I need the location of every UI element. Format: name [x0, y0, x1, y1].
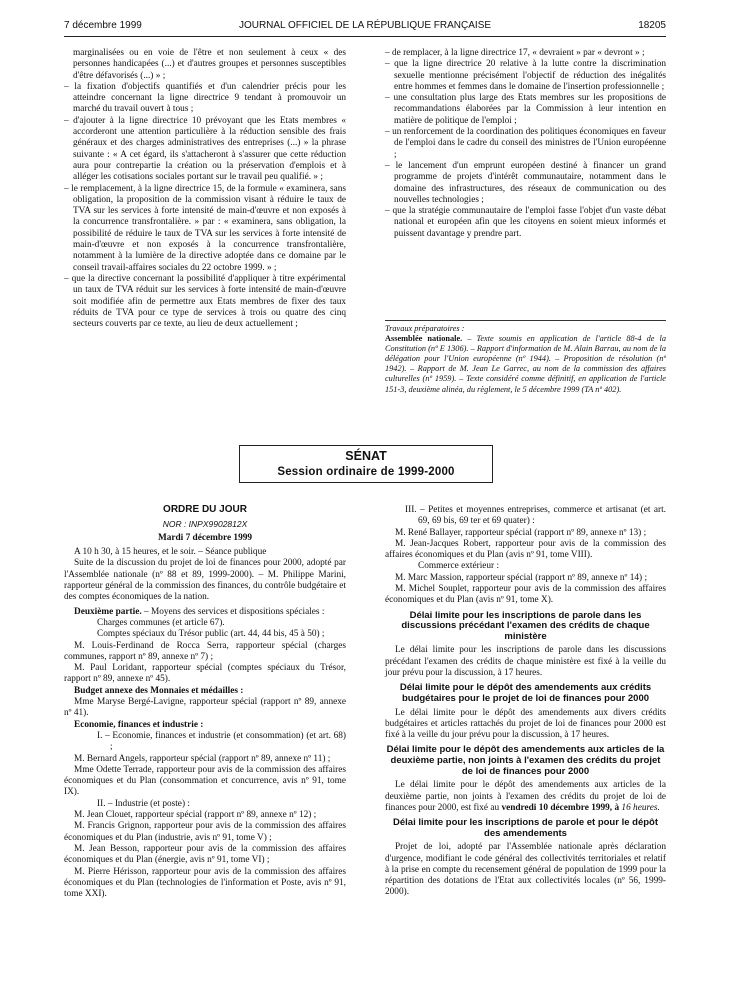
rapporteur: M. Paul Loridant, rapporteur spécial (comptes spéciaux du Trésor, rapport nº 89, annexe nº 45).: [64, 663, 346, 685]
list-item: – que la ligne directrice 20 relative à la lutte contre la discrimination sexuelle mentionne précisément l'objectif de réduction des inégalités entre hommes et femmes dans le domaine de l'insertion professionnelle ;: [385, 59, 666, 92]
rapporteur: M. Marc Massion, rapporteur spécial (rapport nº 89, annexe nº 14) ;: [395, 572, 648, 583]
section-heading: Délai limite pour le dépôt des amendements aux articles de la deuxième partie, non joints à l'examen des crédits du projet de loi de finances pour 2000: [386, 744, 665, 777]
rapporteur: M. Bernard Angels, rapporteur spécial (rapport nº 89, annexe nº 11) ;: [74, 753, 331, 764]
nor-reference: NOR : INPX9902812X: [162, 518, 248, 529]
paragraph: Le délai limite pour le dépôt des amendements aux divers crédits budgétaires et articles rattachés du projet de loi de finances pour 2000 est fixé à la veille du jour prévu pour la discussion, à 17 heures.: [385, 707, 666, 741]
session-date: Mardi 7 décembre 1999: [157, 532, 253, 543]
list-item: – d'ajouter à la ligne directrice 10 prévoyant que les Etats membres « accorderont une attention particulière à la réduction sensible des frais généraux et des charges administratives des entreprises (...) » la phrase suivante : « A cet égard, ils s'attacheront à s'assurer que cette réduction aura pour contrepartie la création ou la préservation d'emplois et à alléger les cotisations sociales portant sur le travail peu qualifié. » ;: [64, 115, 346, 183]
list-item: – une consultation plus large des Etats membres sur les propositions de recommandations élaborées par la Commission à leur intention en matière de politique de l'emploi ;: [385, 93, 666, 126]
list-item: – que la stratégie communautaire de l'emploi fasse l'objet d'un vaste débat national et européen afin que les citoyens en soient mieux informés et puissent davantage y prendre part.: [385, 206, 666, 239]
top-right-column: [385, 48, 666, 240]
note-bold: Assemblée nationale.: [385, 334, 463, 344]
section-heading: Délai limite pour les inscriptions de parole et pour le dépôt des amendements: [393, 817, 658, 839]
senat-title-box: [239, 445, 493, 483]
part-text: – Moyens des services et dispositions spéciales :: [141, 606, 325, 617]
paragraph: Projet de loi, adopté par l'Assemblée nationale après déclaration d'urgence, modifiant le code général des collectivités territoriales et relatif à la prise en compte du recensement général de population de 1999 pour la répartition des dotations de l'Etat aux collectivités locales (nº 56, 1999-2000).: [385, 842, 666, 898]
agenda-right-column: [385, 505, 666, 899]
agenda-item: Comptes spéciaux du Trésor public (art. 44, 44 bis, 45 à 50) ;: [97, 629, 325, 640]
rapporteur: M. Jean Besson, rapporteur pour avis de la commission des affaires économiques et du Plan (énergie, avis nº 91, tome VI) ;: [64, 843, 346, 866]
list-item: – le remplacement, à la ligne directrice 15, de la formule « examinera, sans obligation, la proposition de la commission visant à réduire le taux de TVA sur les services à forte intensité de main-d'œuvre et non exposés à la concurrence transfrontalière. » par : « examinera, sans obligation, la possibilité de réduire le taux de TVA sur les services à forte intensité de main-d'œuvre et non exposés à la concurrence transfrontalière, notamment à la lumière de la directive adoptée dans ce domaine par le conseil travail-affaires sociales du 22 octobre 1999. » ;: [64, 183, 346, 273]
budget-heading: Budget annexe des Monnaies et médailles :: [74, 685, 244, 696]
section-heading: Délai limite pour les inscriptions de parole dans les discussions précédant l'examen des crédits de chaque ministère: [401, 609, 650, 642]
page-header: [64, 20, 666, 37]
ministry-heading: Economie, finances et industrie :: [74, 719, 204, 730]
rapporteur: M. Jean Clouet, rapporteur spécial (rapport nº 89, annexe nº 12) ;: [74, 810, 317, 821]
paragraph: marginalisées ou en voie de l'être et non seulement à ceux « des personnes handicapées (...) et d'autres groupes et personnes susceptibles d'être défavorisés (...) » ;: [73, 48, 346, 81]
journal-title: JOURNAL OFFICIEL DE LA RÉPUBLIQUE FRANÇAISE: [238, 20, 492, 31]
part-label: Deuxième partie.: [74, 606, 142, 617]
rapporteur: M. Michel Souplet, rapporteur pour avis de la commission des affaires économiques et du Plan (avis nº 91, tome X).: [385, 584, 666, 606]
header-date: 7 décembre 1999: [64, 20, 142, 31]
agenda-item: Charges communes (et article 67).: [97, 617, 225, 628]
agenda-item: II. – Industrie (et poste) :: [97, 798, 190, 809]
page-number: 18205: [638, 20, 666, 31]
list-item: – un renforcement de la coordination des politiques économiques en faveur de l'emploi dans le cadre du conseil des ministres de l'Union européenne ;: [385, 127, 666, 160]
list-item: – de remplacer, à la ligne directrice 17, « devraient » par « devront » ;: [385, 48, 645, 58]
deadline-time: 16 heures.: [619, 802, 660, 813]
top-left-column: [64, 48, 346, 330]
rapporteur: M. Jean-Jacques Robert, rapporteur pour avis de la commission des affaires économiques et du Plan (avis nº 91, tome VIII).: [385, 538, 666, 561]
session-time: A 10 h 30, à 15 heures, et le soir. – Séance publique: [74, 547, 267, 558]
senat-title: SÉNAT: [345, 449, 387, 463]
preparatory-works-note: [385, 320, 666, 395]
paragraph-text: Le délai limite pour le dépôt des amendements aux articles de la deuxième partie, non joints à l'examen des crédits du projet de loi de finances pour 2000, est fixé au: [385, 780, 666, 813]
deadline-date: vendredi 10 décembre 1999, à: [501, 802, 620, 813]
agenda-heading: ORDRE DU JOUR: [163, 504, 247, 515]
list-item: – la fixation d'objectifs quantifiés et d'un calendrier précis pour les atteindre concernant la ligne directrice 9 tendant à promouvoir un marché du travail ouvert à tous ;: [64, 81, 346, 115]
agenda-left-column: [64, 505, 346, 900]
rapporteur: Mme Odette Terrade, rapporteur pour avis de la commission des affaires économiques et du Plan (consommation et concurrence, avis nº 91, tome IX).: [64, 764, 346, 798]
rapporteur: M. Pierre Hérisson, rapporteur pour avis de la commission des affaires économiques et du Plan (technologies de l'information et Poste, avis nº 91, tome XXI).: [64, 866, 346, 900]
list-item: – le lancement d'un emprunt européen destiné à financer un grand programme de projets d'intérêt communautaire, notamment dans le domaine des infrastructures, des réseaux de communication ou des nouvelles technologies ;: [385, 160, 666, 205]
note-label: Travaux préparatoires :: [385, 324, 465, 333]
agenda-item: I. – Economie, finances et industrie (et consommation) (et art. 68) ;: [97, 730, 346, 753]
list-item: – que la directive concernant la possibilité d'appliquer à titre expérimental un taux de TVA réduit sur les services à forte intensité de main-d'œuvre soit modifiée afin de permettre aux Etats membres de fixer des taux réduits de TVA pour ce type de services à trois ou quatre des cinq secteurs couverts par ce texte, au lieu de deux actuellement ;: [64, 273, 346, 330]
rapporteur: M. René Ballayer, rapporteur spécial (rapport nº 89, annexe nº 13) ;: [395, 527, 647, 538]
rapporteur: Mme Maryse Bergé-Lavigne, rapporteur spécial (rapport nº 89, annexe nº 41).: [64, 697, 346, 719]
agenda-item: III. – Petites et moyennes entreprises, commerce et artisanat (et art. 69, 69 bis, 69 ter et 69 quater) :: [405, 505, 666, 527]
paragraph: Suite de la discussion du projet de loi de finances pour 2000, adopté par l'Assemblée nationale (nº 88 et 89, 1999-2000). – M. Philippe Marini, rapporteur général de la commission des finances, du contrôle budgétaire et des comptes économiques de la nation.: [64, 558, 346, 603]
note-text: – Texte soumis en application de l'article 88-4 de la Constitution (nº E 1306). – Rapport d'information de M. Alain Barrau, au nom de la délégation pour l'Union européenne (nº 1944). – Proposition de résolution (nº 1942). – Rapport de M. Jean Le Garrec, au nom de la commission des affaires culturelles (nº 1959). – Texte considéré comme définitif, en application de l'article 151-3, deuxième alinéa, du règlement, le 5 décembre 1999 (TA nº 402).: [385, 334, 666, 394]
paragraph: Le délai limite pour les inscriptions de parole dans les discussions précédant l'examen des crédits de chaque ministère est fixé à la veille du jour prévu pour la discussion, à 17 heures.: [385, 645, 666, 679]
session-subtitle: Session ordinaire de 1999-2000: [277, 466, 455, 478]
agenda-item: Commerce extérieur :: [418, 561, 500, 572]
rapporteur: M. Louis-Ferdinand de Rocca Serra, rapporteur spécial (charges communes, rapport nº 89, annexe nº 7) ;: [64, 640, 346, 662]
section-heading: Délai limite pour le dépôt des amendements aux crédits budgétaires pour le projet de loi de finances pour 2000: [399, 682, 652, 704]
rapporteur: M. Francis Grignon, rapporteur pour avis de la commission des affaires économiques et du Plan (industrie, avis nº 91, tome V) ;: [64, 821, 346, 843]
